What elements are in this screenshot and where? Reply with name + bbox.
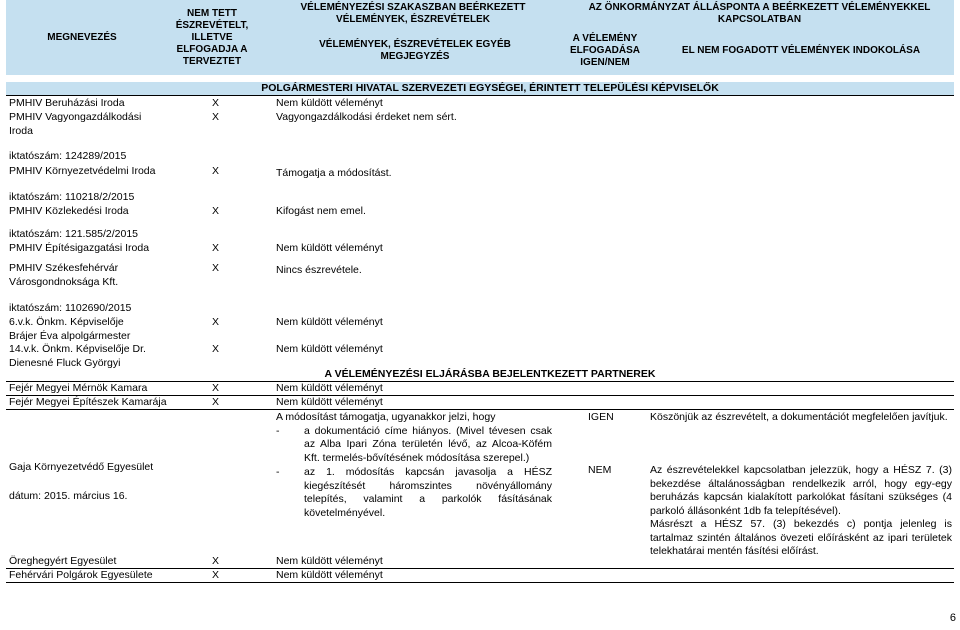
row-name: PMHIV Vagyongazdálkodási Iroda: [9, 111, 142, 137]
section-title-partners: A VÉLEMÉNYEZÉSI ELJÁRÁSBA BEJELENTKEZETT PARTNEREK: [324, 368, 656, 380]
row-comment: Nem küldött véleményt: [276, 396, 383, 408]
row-x-mark: X: [212, 242, 220, 254]
row-comment: Nem küldött véleményt: [276, 97, 383, 109]
gaja-comment-bullet: - az 1. módosítás kapcsán javasolja a HÉSZ kiegészítését háromszintes növényállomány telepítés, valamint a parkolók fásításának követelményével.: [276, 466, 552, 520]
header-velemeny-elfogadasa: A VÉLEMÉNY ELFOGADÁSA IGEN/NEM: [570, 33, 640, 68]
rule: [6, 95, 954, 96]
row-comment: Nem küldött véleményt: [276, 316, 383, 328]
row-x-mark: X: [212, 396, 220, 408]
row-reference-number: iktatószám: 1102690/2015: [9, 302, 132, 314]
row-x-mark: X: [212, 382, 220, 394]
row-name: Fejér Megyei Építészek Kamarája: [9, 396, 167, 408]
row-name: 6.v.k. Önkm. Képviselője Brájer Éva alpolgármester: [9, 316, 131, 342]
gaja-comment-intro: A módosítást támogatja, ugyanakkor jelzi, hogy: [276, 411, 496, 423]
row-x-mark: X: [212, 165, 220, 177]
row-comment: Kifogást nem emel.: [276, 205, 366, 217]
gaja-date: dátum: 2015. március 16.: [9, 490, 128, 502]
header-indokolas: EL NEM FOGADOTT VÉLEMÉNYEK INDOKOLÁSA: [681, 45, 921, 56]
row-name: PMHIV Közlekedési Iroda: [9, 205, 129, 217]
decision-nem: NEM: [588, 464, 612, 476]
row-reference-number: iktatószám: 110218/2/2015: [9, 191, 135, 203]
row-comment: Nem küldött véleményt: [276, 555, 383, 567]
header-velemenyek: VÉLEMÉNYEK, ÉSZREVÉTELEK EGYÉB MEGJEGYZÉS: [319, 39, 511, 62]
row-reference-number: iktatószám: 124289/2015: [9, 150, 127, 162]
row-name: PMHIV Környezetvédelmi Iroda: [9, 165, 156, 177]
decision-igen: IGEN: [588, 411, 614, 423]
header-velemenyezesi-szakasz: VÉLEMÉNYEZÉSI SZAKASZBAN BEÉRKEZETT VÉLEMÉNYEK, ÉSZREVÉTELEK: [300, 2, 526, 25]
gaja-comment-bullet: - a dokumentáció címe hiányos. (Mivel tévesen csak az Alba Ipari Zóna területén lévő, az Alcoa-Köfém Kft. termelés-bővítésének módosítása szerepel.): [276, 425, 552, 466]
row-x-mark: X: [212, 205, 220, 217]
header-nem-tett: NEM TETT ÉSZREVÉTELT, ILLETVE ELFOGADJA A TERVEZTET: [175, 7, 249, 67]
row-x-mark: X: [212, 316, 220, 328]
row-x-mark: X: [212, 97, 220, 109]
row-comment: Nem küldött véleményt: [276, 382, 383, 394]
row-x-mark: X: [212, 569, 220, 581]
row-reference-number: iktatószám: 121.585/2/2015: [9, 228, 139, 240]
row-name: 14.v.k. Önkm. Képviselője Dr. Dienesné Fluck Györgyi: [9, 343, 146, 369]
row-x-mark: X: [212, 555, 220, 567]
reason-text: [650, 464, 952, 559]
gaja-comment: [276, 411, 552, 520]
row-name: PMHIV Építésigazgatási Iroda: [9, 242, 150, 254]
row-name: Öreghegyért Egyesület: [9, 555, 117, 567]
reason-paragraph: Másrészt a HÉSZ 57. (3) bekezdés c) pontja jelenleg is tartalmaz szintén általános övezeti előírásként az ipari területek telekhatárai mentén fásítési előírást.: [650, 518, 952, 557]
page-number: 6: [949, 612, 956, 624]
row-x-mark: X: [212, 111, 220, 123]
header-onkormanyzat-allaspont: AZ ÖNKORMÁNYZAT ÁLLÁSPONTA A BEÉRKEZETT VÉLEMÉNYEKKEL KAPCSOLATBAN: [588, 2, 931, 25]
reason-text: Köszönjük az észrevételt, a dokumentációt megfelelően javítjuk.: [650, 411, 948, 423]
gaja-comment-list: [276, 466, 552, 520]
section-title-pmhiv: POLGÁRMESTERI HIVATAL SZERVEZETI EGYSÉGEI, ÉRINTETT TELEPÜLÉSI KÉPVISELŐK: [261, 82, 719, 94]
row-name: Fejér Megyei Mérnök Kamara: [9, 382, 148, 394]
header-megnevezes: MEGNEVEZÉS: [47, 31, 117, 43]
row-comment: Vagyongazdálkodási érdeket nem sért.: [276, 111, 457, 123]
row-comment: Nem küldött véleményt: [276, 569, 383, 581]
row-name: Fehérvári Polgárok Egyesülete: [9, 569, 153, 581]
row-name: PMHIV Beruházási Iroda: [9, 97, 125, 109]
rule: [6, 381, 954, 382]
reason-paragraph: Az észrevételekkel kapcsolatban jelezzük, hogy a HÉSZ 7. (3) bekezdése általánosságban rendelkezik arról, hogy egy-egy beruházás kapcsán kialakított parkolókat fásítani szükséges (4 parkoló állásonként 1db fa telepítésével).: [650, 464, 952, 517]
gaja-name: Gaja Környezetvédő Egyesület: [9, 461, 154, 473]
row-comment: Támogatja a módosítást.: [276, 167, 392, 179]
row-comment: Nincs észrevétele.: [276, 264, 362, 276]
row-comment: Nem küldött véleményt: [276, 343, 383, 355]
row-x-mark: X: [212, 343, 220, 355]
gaja-comment-list: [276, 425, 552, 466]
row-x-mark: X: [212, 262, 220, 274]
row-comment: Nem küldött véleményt: [276, 242, 383, 254]
row-name: PMHIV Székesfehérvár Városgondnoksága Kft.: [9, 262, 119, 288]
